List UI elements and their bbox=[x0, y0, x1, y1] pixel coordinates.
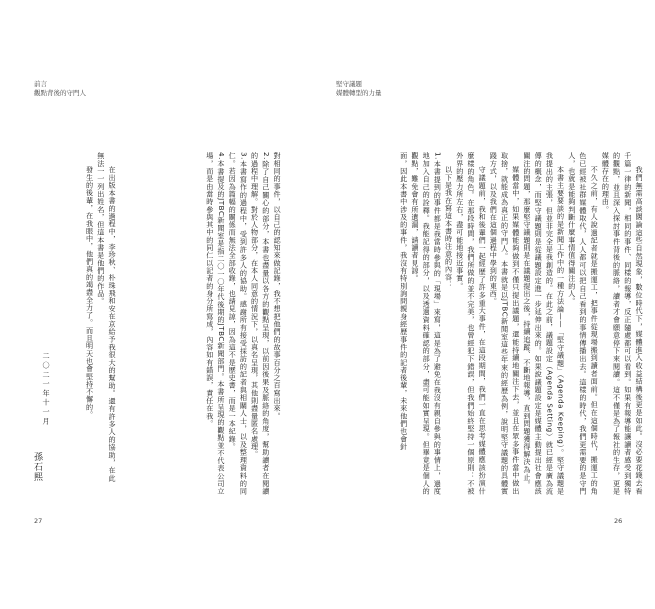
paragraph: 守議題前，我和後輩們一起經歷了許多重大事件，在這段期間，我們一直在思考媒體應該扮演什麼樣的角色。在那段時間，我們所做的並不完美，也曾經犯下錯誤，但我們始終堅持一個原則：不被外界的壓力所左右，盡可能地接近事實。 bbox=[455, 152, 488, 495]
paragraph: 3.本書寫作的過程中，受到許多人的協助。感謝所有接受採訪的記者與相關人士，以及整理資料的同仁。若因為篇幅的關係而無法全部收錄，也請見諒，因為這不是歷史書，而是一本紀錄。 bbox=[228, 152, 249, 495]
header-section: 前言 bbox=[34, 80, 47, 88]
paragraph: 媒體當中，如果媒體能夠做到不僅只提出議題，還能持續地關注下去，並且在眾多事件當中做出取捨，就能成為真正的守門人。本書就是以JTBC新聞室這些年來的經歷為例，說明堅守議題的具體實踐方式，以及我們在這個過程中學到的東西。 bbox=[489, 152, 521, 495]
page-number-left: 27 bbox=[34, 517, 43, 525]
paragraph: 4.本書提及的JTBC新聞室是指二〇一〇年代後期的JTBC新聞部門。本書所呈現的觀點並不代表公司立場，而是由當時參與其中的同仁以記者的身分所寫成，內容如有錯誤，責任在我。 bbox=[205, 152, 226, 495]
header-book-subtitle: 媒體轉型的力量 bbox=[336, 89, 382, 97]
header-book-title: 堅守議題 bbox=[336, 80, 362, 88]
paragraph: 本書主要要談的是新聞工作中的一種方法論——「堅守議題」（Agenda Keeping）。堅守議題是我提出的主張，但並非完全是我創造的。在此之前，議題設定（Agenda Setting）就已經是廣為流傳的概念，而堅守議題則是從議題設定進一步延伸出來的。如果說議題設定是媒體主動提出社會應該關注的問題，那麼堅守議題則是在議題提出之後，持續追蹤、不斷地報導，直到問題獲得解決為止。 bbox=[522, 152, 566, 495]
header-chapter: 觀點背後的守門人 bbox=[34, 89, 86, 97]
paragraph: 在出版本書的過程中，李珍秋、朴珠飛和安在京給予我很大的幫助。還有許多人的協助，在此無法一一列出姓名，但這本書是他們的作品。 bbox=[96, 152, 117, 482]
right-page-body bbox=[345, 152, 645, 495]
acknowledgement-text bbox=[72, 152, 118, 482]
paragraph: 1.本書提到的事件都是我當時參與的「現場」來寫，這是為了避免在我沒有親自參與的事情上，過度地加入自己的詮釋。我能記得的部分，以及透過資料確認的部分，盡可能如實呈現。但畢竟是個人的觀點，難免會有所遺漏，請讀者見諒。 bbox=[410, 152, 443, 495]
running-header-right bbox=[336, 80, 382, 98]
author-signature: 孫石熙 bbox=[32, 452, 42, 482]
paragraph: 面，因此本書中涉及的事件，我沒有特別詢問親身經歷事件的記者後輩，未來他們也會針 bbox=[399, 152, 409, 451]
page-number-right: 26 bbox=[614, 517, 623, 525]
paragraph: 不久之前，有人說過記者就是搬運工，把事件從現場搬到讀者面前。但在這個時代，搬運工的角色已經被社群媒體取代，人人都可以把自己看到的事情傳播出去。這樣的時代，我們更需要的是守門人，也就是能夠判斷什麼事情值得關注的人。 bbox=[567, 152, 600, 495]
paragraph: 2.除了自己關心的部分，本書也盡量以各方的觀點呈現，以前因後果及脈絡的角度，幫助讀者在閱讀的過程中理解。對於人物部分，在本人同意的情況下，以真名呈現，其他則盡量匿名處理。 bbox=[250, 152, 271, 495]
running-header-left bbox=[34, 80, 86, 98]
left-page bbox=[0, 0, 327, 609]
right-page bbox=[328, 0, 655, 609]
paragraph: 發生的後輩，在我眼中，他們真的竭盡全力了。而且明天也會堅持不懈的。 bbox=[85, 166, 95, 419]
paragraph: 我們無需高談闊論這些自然現象，數位時代下，媒體進入收益結構後更是如此。沒必要花錢去看千篇一律的新聞，相同的事件、同樣的報導，反正隨處都可以看到。如果有報導能讓讀者感受到獨特的觀點，並且深入探討事件背後的脈絡，讀者才會願意停下來閱讀。這不僅是為了報社的生存，更是媒體存在的理由。 bbox=[601, 152, 644, 495]
paragraph: 對相同的事件，以自己的認知來做記錄，我不想把他們的故事百分之百寫出來。 bbox=[273, 152, 282, 420]
preface-date: 二〇二一年十一月 bbox=[42, 352, 51, 427]
paragraph: 以下是我在寫這本書時注意的內容： bbox=[444, 166, 454, 289]
